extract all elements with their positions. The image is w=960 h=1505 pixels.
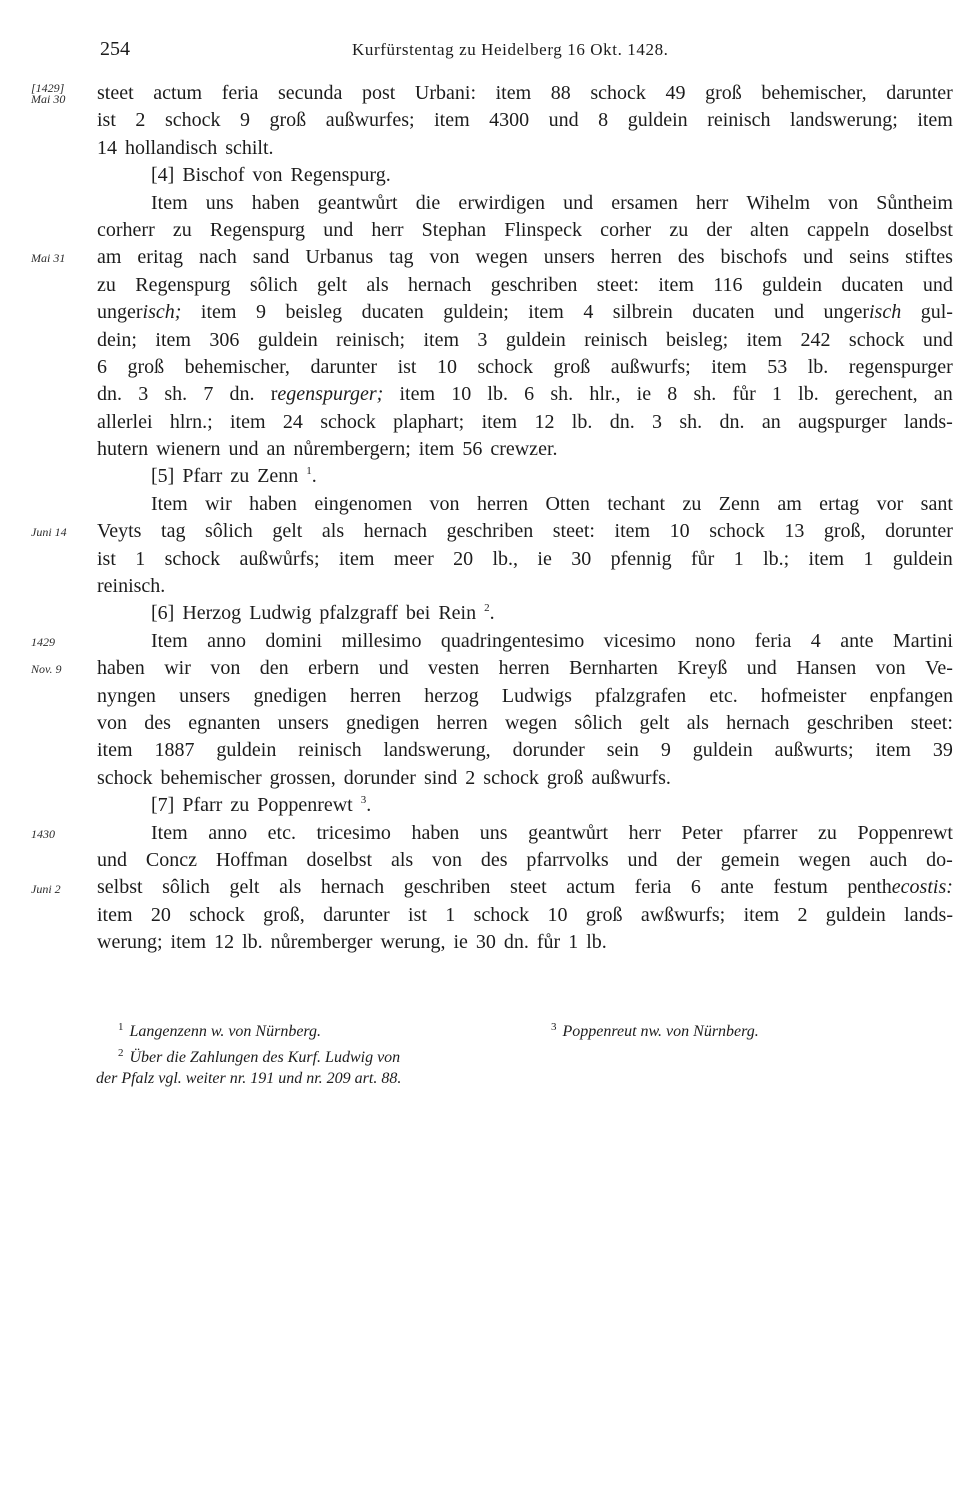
text-line: Item wir haben eingenomen von herren Otten techant zu Zenn am ertag vor sant [151, 492, 953, 515]
text-line: von des egnanten unsers gnedigen herren wegen sôlich gelt als hernach geschriben steet: [97, 711, 953, 734]
text-line: werung; item 12 lb. nůremberger werung, ie 30 dn. fůr 1 lb. [97, 931, 607, 954]
margin-date-note: Mai 31 [31, 251, 66, 266]
text-line: allerlei hlrn.; item 24 schock plaphart; item 12 lb. dn. 3 sh. dn. an augspurger lands- [97, 410, 953, 433]
text-line: Item anno domini millesimo quadringentesimo vicesimo nono feria 4 ante Martini [151, 629, 953, 652]
text-line: Item anno etc. tricesimo haben uns geantwůrt herr Peter pfarrer zu Poppenrewt [151, 821, 953, 844]
text-line: ungerisch; item 9 beisleg ducaten guldein; item 4 silbrein ducaten und ungerisch gul- [97, 301, 953, 324]
page-header [100, 38, 940, 66]
text-line: item 20 schock groß, darunter ist 1 schock 10 groß awßwurfs; item 2 guldein lands- [97, 903, 953, 926]
text-line: haben wir von den erbern und vesten herren Bernharten Kreyß und Hansen von Ve- [97, 657, 953, 680]
text-line: corherr zu Regenspurg und herr Stephan Flinspeck corher zu der alten cappeln doselbst [97, 218, 953, 241]
text-line: am eritag nach sand Urbanus tag von wegen unsers herren des bischofs und seins stiftes [97, 246, 953, 269]
text-line: reinisch. [97, 575, 166, 598]
text-line: Veyts tag sôlich gelt als hernach geschriben steet: item 10 schock 13 groß, dorunter [97, 520, 953, 543]
text-line: Item uns haben geantwůrt die erwirdigen und ersamen herr Wihelm von Sůntheim [151, 191, 953, 214]
text-line: ist 1 schock außwůrfs; item meer 20 lb., ie 30 pfennig fůr 1 lb.; item 1 guldein [97, 547, 953, 570]
footnote-2: $^2$ Über die Zahlungen des Kurf. Ludwig von [118, 1047, 401, 1066]
text-line: und Concz Hoffman doselbst als von des pfarrvolks und der gemein wegen auch do- [97, 848, 953, 871]
text-line: nyngen unsers gnedigen herren herzog Ludwigs pfalzgrafen etc. hofmeister enpfangen [97, 684, 953, 707]
text-line: hutern wienern und an nůrembergern; item 56 crewzer. [97, 438, 558, 461]
section-heading: [4] Bischof von Regenspurg. [151, 164, 391, 187]
section-heading: [5] Pfarr zu Zenn $^1$. [151, 465, 317, 488]
text-line: selbst sôlich gelt als hernach geschriben steet actum feria 6 ante festum penthecostis: [97, 876, 953, 899]
section-heading: [6] Herzog Ludwig pfalzgraff bei Rein $^2$. [151, 602, 495, 625]
page-number: 254 [100, 38, 130, 60]
margin-date-note: 1429 [31, 635, 55, 649]
text-line: dein; item 306 guldein reinisch; item 3 guldein reinisch beisleg; item 242 schock und [97, 328, 953, 351]
text-line: steet actum feria secunda post Urbani: item 88 schock 49 groß behemischer, darunter [97, 82, 953, 104]
running-title: Kurfürstentag zu Heidelberg 16 Okt. 1428. [352, 40, 669, 59]
text-line: item 1887 guldein reinisch landswerung, dorunder sein 9 guldein außwurts; item 39 [97, 739, 953, 762]
text-line: schock behemischer grossen, dorunder sind 2 schock groß außwurfs. [97, 766, 671, 789]
body-text [31, 80, 953, 957]
text-line: 14 hollandisch schilt. [97, 136, 274, 159]
text-line: zu Regenspurg sôlich gelt als hernach geschriben steet: item 116 guldein ducaten und [97, 273, 953, 296]
margin-date-note: Juni 2 [31, 881, 61, 896]
footnote-3: $^3$ Poppenreut nw. von Nürnberg. [551, 1021, 759, 1040]
text-line: dn. 3 sh. 7 dn. regenspurger; item 10 lb. 6 sh. hlr., ie 8 sh. fůr 1 lb. gerechent, an [97, 383, 953, 406]
margin-date-note: Juni 14 [31, 525, 67, 540]
text-line: ist 2 schock 9 groß außwurfes; item 4300 und 8 guldein reinisch landswerung; item [97, 109, 953, 132]
text-line: 6 groß behemischer, darunter ist 10 schock groß außwurfs; item 53 lb. regenspurger [97, 355, 953, 378]
footnote-1: $^1$ Langenzenn w. von Nürnberg. [118, 1021, 322, 1040]
margin-date-note: 1430 [31, 826, 55, 841]
margin-date-note: Nov. 9 [31, 662, 62, 677]
margin-date-note: [1429] Mai 30 [31, 81, 66, 106]
footnote-2-continued: der Pfalz vgl. weiter nr. 191 und nr. 209 art. 88. [96, 1070, 402, 1087]
section-heading: [7] Pfarr zu Poppenrewt $^3$. [151, 794, 372, 817]
